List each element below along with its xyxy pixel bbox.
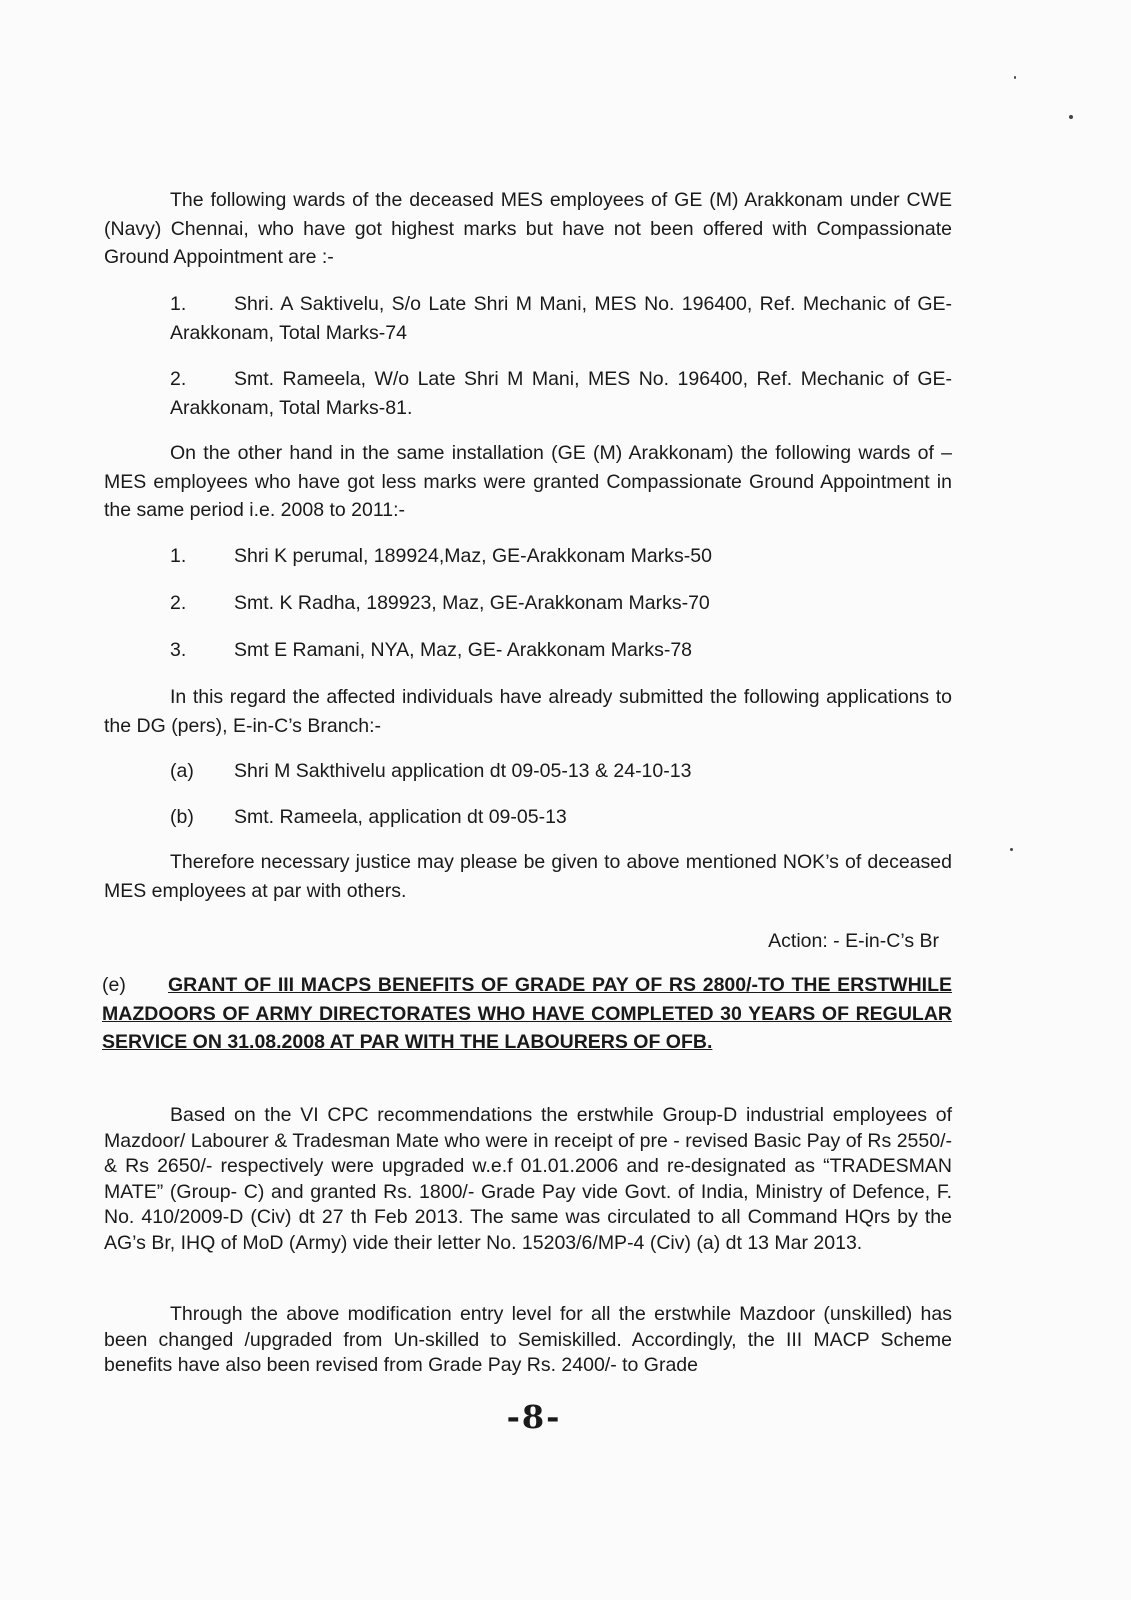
list-item [170,803,952,832]
list-item-number: 3. [170,639,187,661]
list-item [170,290,952,347]
modification-paragraph: Through the above modification entry level for all the erstwhile Mazdoor (unskilled) has been changed /upgraded from Un-skilled to Semiskilled. Accordingly, the III MACP Scheme benefits have also been revised from Grade Pay Rs. 2400/- to Grade [104,1303,952,1377]
list-item-text: Smt E Ramani, NYA, Maz, GE- Arakkonam Marks-78 [234,639,693,661]
section-heading [102,971,952,1057]
list-item-text: Smt. Rameela, application dt 09-05-13 [234,806,567,828]
scan-speck [1010,848,1013,851]
list-item-number: (a) [170,760,194,782]
list-item-number: 1. [170,545,187,567]
regard-paragraph: In this regard the affected individuals have already submitted the following applications to the DG (pers), E-in-C’s Branch:- [104,686,952,737]
other-hand-paragraph: On the other hand in the same installation (GE (M) Arakkonam) the following wards of –MES employees who have got less marks were granted Compassionate Ground Appointment in the same period i.e. 2008 to 2011:- [104,442,952,521]
list-item-number: 2. [170,592,187,614]
list-item-text: Shri K perumal, 189924,Maz, GE-Arakkonam Marks-50 [234,545,712,567]
list-item-text: Shri. A Saktivelu, S/o Late Shri M Mani, MES No. 196400, Ref. Mechanic of GE-Arakkonam, Total Marks-74 [170,293,952,344]
intro-paragraph: The following wards of the deceased MES employees of GE (M) Arakkonam under CWE (Navy) Chennai, who have got highest marks but have not been offered with Compassionate Ground Appointment are :- [104,189,952,268]
list-item [170,757,952,786]
list-item-text: Smt. K Radha, 189923, Maz, GE-Arakkonam Marks-70 [234,592,710,614]
list-item-number: (b) [170,806,194,828]
list-item-text: Shri M Sakthivelu application dt 09-05-13 & 24-10-13 [234,760,692,782]
scan-speck [1014,76,1016,79]
list-item-text: Smt. Rameela, W/o Late Shri M Mani, MES No. 196400, Ref. Mechanic of GE- Arakkonam, Total Marks-81. [170,368,952,419]
vi-cpc-paragraph: Based on the VI CPC recommendations the erstwhile Group-D industrial employees of Mazdoor/ Labourer & Tradesman Mate who were in receipt of pre - revised Basic Pay of Rs 2550/- & Rs 2650/- respectively were upgraded w.e.f 01.01.2006 and re-designated as “TRADESMAN MATE” (Group- C) and granted Rs. 1800/- Grade Pay vide Govt. of India, Ministry of Defence, F. No. 410/2009-D (Civ) dt 27 th Feb 2013. The same was circulated to all Command HQrs by the AG’s Br, IHQ of MoD (Army) vide their letter No. 15203/6/MP-4 (Civ) (a) dt 13 Mar 2013. [104,1104,952,1254]
action-line: Action: - E-in-C’s Br [768,930,939,952]
list-item-number: 1. [170,293,187,315]
list-item [170,365,952,422]
page-number: -8- [506,1398,562,1436]
list-item [170,636,952,665]
list-item [170,542,952,571]
section-title: GRANT OF III MACPS BENEFITS OF GRADE PAY OF RS 2800/-TO THE ERSTWHILE MAZDOORS OF ARMY DIRECTORATES WHO HAVE COMPLETED 30 YEARS OF REGULAR SERVICE ON 31.08.2008 AT PAR WITH THE LABOURERS OF OFB. [102,974,952,1054]
list-item [170,589,952,618]
section-label: (e) [102,974,126,996]
therefore-paragraph: Therefore necessary justice may please be given to above mentioned NOK’s of deceased MES employees at par with others. [104,851,952,902]
scan-speck [1069,115,1073,119]
list-item-number: 2. [170,368,187,390]
